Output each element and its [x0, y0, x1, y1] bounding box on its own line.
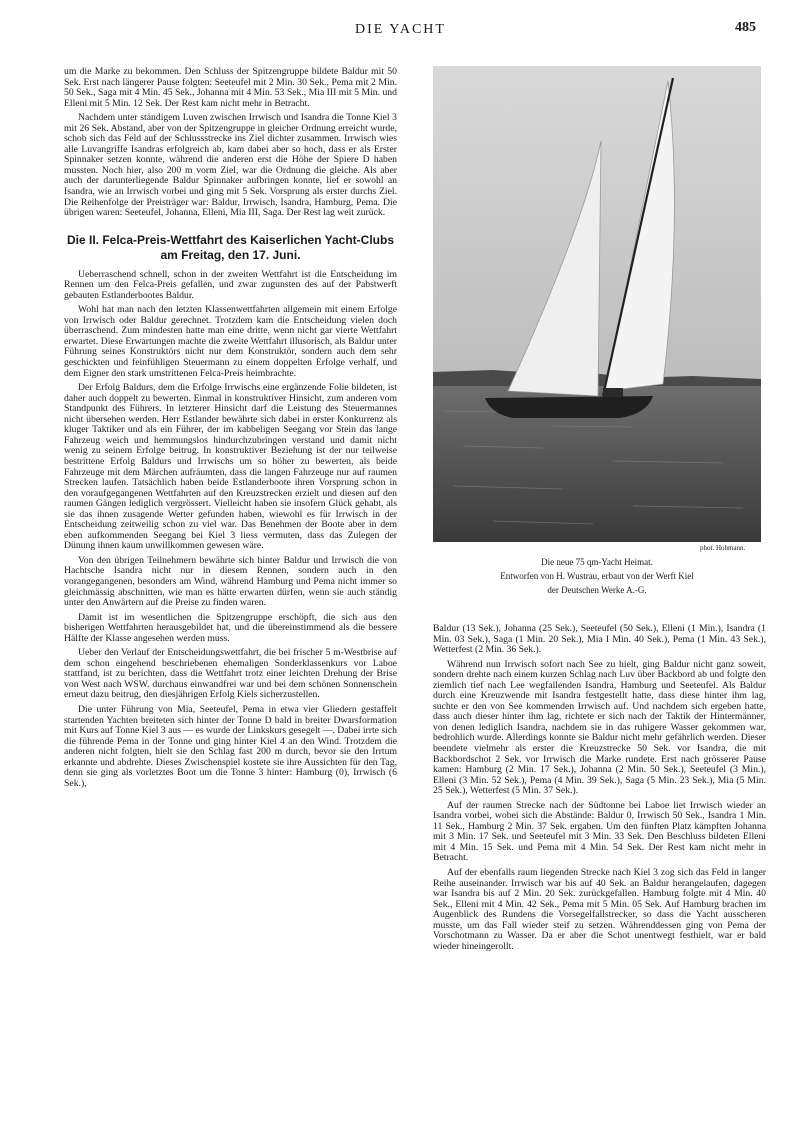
left-column — [64, 67, 397, 793]
sailing-yacht-photo — [433, 66, 761, 542]
paragraph: Nachdem unter ständigem Luven zwischen Irrwisch und Isandra die Tonne Kiel 3 mit 26 Sek. Abstand, aber von der Spitzengruppe in gleicher Ordnung erreicht wurde, schob sich das Feld auf der Schlussstrecke ins Ziel dichter zusammen. Irrwisch wies alle Luvangriffe Isandras erfolgreich ab, kam dabei aber so hoch, dass er als Erster Spinnaker setzen konnte, während die anderen erst die Höhe der Spiere D haben mussten. Noch hier, also 200 m vorm Ziel, war die Ordnung die gleiche. Als aber auch der darunterliegende Baldur Spinnaker aufbringen konnte, lief er sowohl an Isandra, wie an Irrwisch vorbei und ging mit 5 Sek. Vorsprung als erster durchs Ziel. Die Reihenfolge der Preisträger war: Baldur, Irrwisch, Isandra, Hamburg, Pema. Die übrigen waren: Seeteufel, Johanna, Elleni, Mia III, Saga. Der Rest lag weit zurück. — [64, 112, 397, 219]
running-header-title: DIE YACHT — [355, 22, 446, 37]
paragraph: Die unter Führung von Mia, Seeteufel, Pema in etwa vier Gliedern gestaffelt startenden Yachten breiteten sich hinter der Tonne D bald in breiter Dwarsformation mit Kurs auf Tonne Kiel 3 aus — es wurde der Linkskurs gesegelt —. Dabei irrte sich die führende Pema in der Tonne und ging hinter Kiel 4 an den Wind. Trotzdem die anderen nicht folgten, hielt sie den Schlag fast 200 m durch, bevor sie den Irrtum erkannte und abdrehte. Dieses Zwischenspiel kostete sie ihre Aussichten für den Tag, denn sie ging als vorletztes Boot um die Tonne 3 hinter: Hamburg (0), Irrwisch (6 Sek.), — [64, 703, 398, 789]
paragraph: Ueber den Verlauf der Entscheidungswettfahrt, die bei frischer 5 m-Westbrise auf dem schon eingehend beschriebenen ehemaligen Sonderklassenkurs vor Laboe stattfand, ist zu berichten, dass die Wettfahrt trotz einer leichten Drehung der Brise von West nach WSW. durchaus einwandfrei war und bei dem schönen Sonnenschein erneut dazu beitrug, den diesjährigen Erfolg Kiels sicherzustellen. — [64, 647, 397, 701]
paragraph: um die Marke zu bekommen. Den Schluss der Spitzengruppe bildete Baldur mit 50 Sek. Erst nach längerer Pause folgten: Seeteufel mit 2 Min. 30 Sek., Pema mit 2 Min. 50 Sek., Saga mit 4 Min. 45 Sek., Johanna mit 4 Min. 53 Sek., Mia III mit 5 Min. und Elleni mit 5 Min. 12 Sek. Der Rest kam nicht mehr in Betracht. — [64, 66, 397, 109]
paragraph: Während nun Irrwisch sofort nach See zu hielt, ging Baldur nicht ganz soweit, sondern drehte nach einem kurzen Schlag nach Luv über Backbord ab und folgte den ziemlich tief nach Lee wegfallenden Isandra, Hamburg und Seeteufel. Als Baldur durch eine Kreuzwende mit Isandra festgestellt hatte, dass diese hinter ihm lag, suchte er den von See kommenden Irrwisch auf. Und nachdem sich ergeben hatte, dass auch dieser hinter ihm lag, richtete er sich nach der Taktik der Hintermänner, von denen lediglich Isandra, nachdem sie in das ruhigere Wasser gekommen war, bedrohlich wurde. Allerdings konnte sie Baldur nicht mehr gefährlich werden. Dieser beendete vielmehr als erster die Kreuzstrecke 50 Sek. vor Isandra, die mit Backbordschot 2 Sek. vor Irrwisch die Marke rundete. Erst nach grösserer Pause kamen: Hamburg (2 Min. 17 Sek.), Johanna (2 Min. 50 Sek.), Seeteufel (3 Min.), Elleni (3 Min. 52 Sek.), Pema (4 Min. 39 Sek.), Saga (5 Min. 23 Sek.), Mia (5 Min. 25 Sek.), Wetterfest (5 Min. 37 Sek.). — [433, 658, 766, 797]
paragraph: Von den übrigen Teilnehmern bewährte sich hinter Baldur und Irrwisch die von Hachtsche Isandra nicht nur in diesem Rennen, sondern auch in den vorangegangenen, besonders am Wind, während Hamburg und Pema nicht immer so gleichmässig abschnitten, wie man es hätte erwarten dürfen, wenn sie auch ständig unter den Anwärtern auf die Preise zu finden waren. — [64, 554, 397, 609]
paragraph: Ueberraschend schnell, schon in der zweiten Wettfahrt ist die Entscheidung im Rennen um den Felca-Preis gefallen, und zwar zugunsten des auf der Pabstwerft gebauten Estlanderbootes Baldur. — [64, 268, 397, 301]
paragraph: Auf der raumen Strecke nach der Südtonne bei Laboe liet Irrwisch wieder an Isandra vorbei, wobei sich die Abstände: Baldur 0, Irrwisch 50 Sek., Isandra 1 Min. 11 Sek., Hamburg 2 Min. 37 Sek. ergaben. Um den fünften Platz kämpften Johanna mit 3 Min. 17 Sek. und Seeteufel mit 3 Min. 33 Sek. Den Beschluss bildeten Elleni mit 4 Min. 15 Sek. und Pema mit 4 Min. 54 Sek. Der Rest kam nicht mehr in Betracht. — [433, 799, 766, 864]
article-heading: Die II. Felca-Preis-Wettfahrt des Kaiserlichen Yacht-Clubs am Freitag, den 17. Juni. — [67, 232, 394, 262]
photo-caption-line-3: der Deutschen Werke A.-G. — [547, 585, 647, 595]
photo-caption-line-2: Entworfen von H. Wustrau, erbaut von der Werft Kiel — [500, 571, 694, 581]
right-column — [433, 624, 766, 956]
paragraph: Baldur (13 Sek.), Johanna (25 Sek.), Seeteufel (50 Sek.), Elleni (1 Min.), Isandra (1 Min. 03 Sek.), Saga (1 Min. 20 Sek.), Mia I Min. 40 Sek.), Pema (1 Min. 43 Sek.), Wetterfest (2 Min. 36 Sek.). — [433, 623, 766, 656]
paragraph: Auf der ebenfalls raum liegenden Strecke nach Kiel 3 zog sich das Feld in langer Reihe auseinander. Irrwisch war bis auf 40 Sek. an Baldur herangelaufen, dagegen war Isandra bis auf 2 Min. 20 Sek. zurückgefallen. Hamburg folgte mit 4 Min. 40 Sek., Elleni mit 4 Min. 42 Sek., Pema mit 5 Min. 05 Sek. Auf Hamburg brachen im Augenblick des Rundens die Vorsegelfallstrecker, so dass die Yacht ausscheren musste, um das Fall wieder steif zu setzen. Währenddessen ging von Pema der Vorschotmann zu Wasser. Da er aber die Schot unentwegt festhielt, war er bald wieder hineingerollt. — [433, 867, 766, 952]
photo-credit: phot. Hohmann. — [700, 544, 746, 552]
paragraph: Der Erfolg Baldurs, dem die Erfolge Irrwischs eine ergänzende Folie bildeten, ist daher auch doppelt zu bewerten. Einmal in konstruktiver Hinsicht, zum anderen vom Standpunkt des Führers. In letzterer Hinsicht darf die Leistung des Steuermannes nicht übersehen werden. Herr Estlander bewährte sich dabei in erster Konkurrenz als kluger Taktiker und als ein Führer, der im kabbeligen Seegang vor Stein das lange Fahrzeug weich und hemmungslos hindurchzubringen verstand und damit nicht wenig zu seinem Erfolge beitrug. In konstruktiver Beziehung ist der nur teilweise bestrittene Erfolg Baldurs und Irrwischs um so höher zu bewerten, als beide Fahrzeuge mit dem Märchen aufräumten, dass die langen Fahrzeuge nur auf raumen Strecken laufen. Tatsächlich haben beide Estlanderboote ihren Vorsprung schon in den voraufgegangenen Wettfahrten auf den Kreuzstrecken erzielt und diesen auf den raumen Gängen lediglich vergrössert. Vielleicht haben sie insofern Glück gehabt, als sie das ihnen zusagende Wetter gefunden haben, wiewohl es für Irrwisch in der Entscheidung zeitweilig schon zu viel war. Das Benehmen der Boote aber in dem eben aufkommenden Seegang bei Kiel 3 liess vermuten, dass das Zulegen der Dünung ihnen kaum unwillkommen gewesen wäre. — [64, 382, 397, 552]
paragraph: Wohl hat man nach den letzten Klassenwettfahrten allgemein mit einem Erfolge von Irrwisch oder Baldur gerechnet. Trotzdem kam die Entscheidung vielen doch überraschend. Zum mindesten hatte man eine dritte, wenn nicht gar vierte Wettfahrt erwartet. Diese Erwartungen machte die zweite Wettfahrt illusorisch, als Baldur unter Führung seines Konstruktörs nicht nur dem Konstruktör, sondern auch dem sehr geschickten und feinfühligen Steuermann zu einem doppelten Erfolge verhalf, und dem Eigner den stark umstrittenen Felca-Preis heimbrachte. — [64, 304, 397, 379]
page-number: 485 — [735, 20, 756, 35]
yacht-illustration — [433, 66, 761, 542]
photo-caption-line-1: Die neue 75 qm-Yacht Heimat. — [541, 557, 653, 567]
paragraph: Damit ist im wesentlichen die Spitzengruppe erschöpft, die sich aus den bisherigen Wettfahrten herausgebildet hat, und die übereinstimmend als die bessere Hälfte der Klasse angesehen werden muss. — [64, 611, 397, 644]
